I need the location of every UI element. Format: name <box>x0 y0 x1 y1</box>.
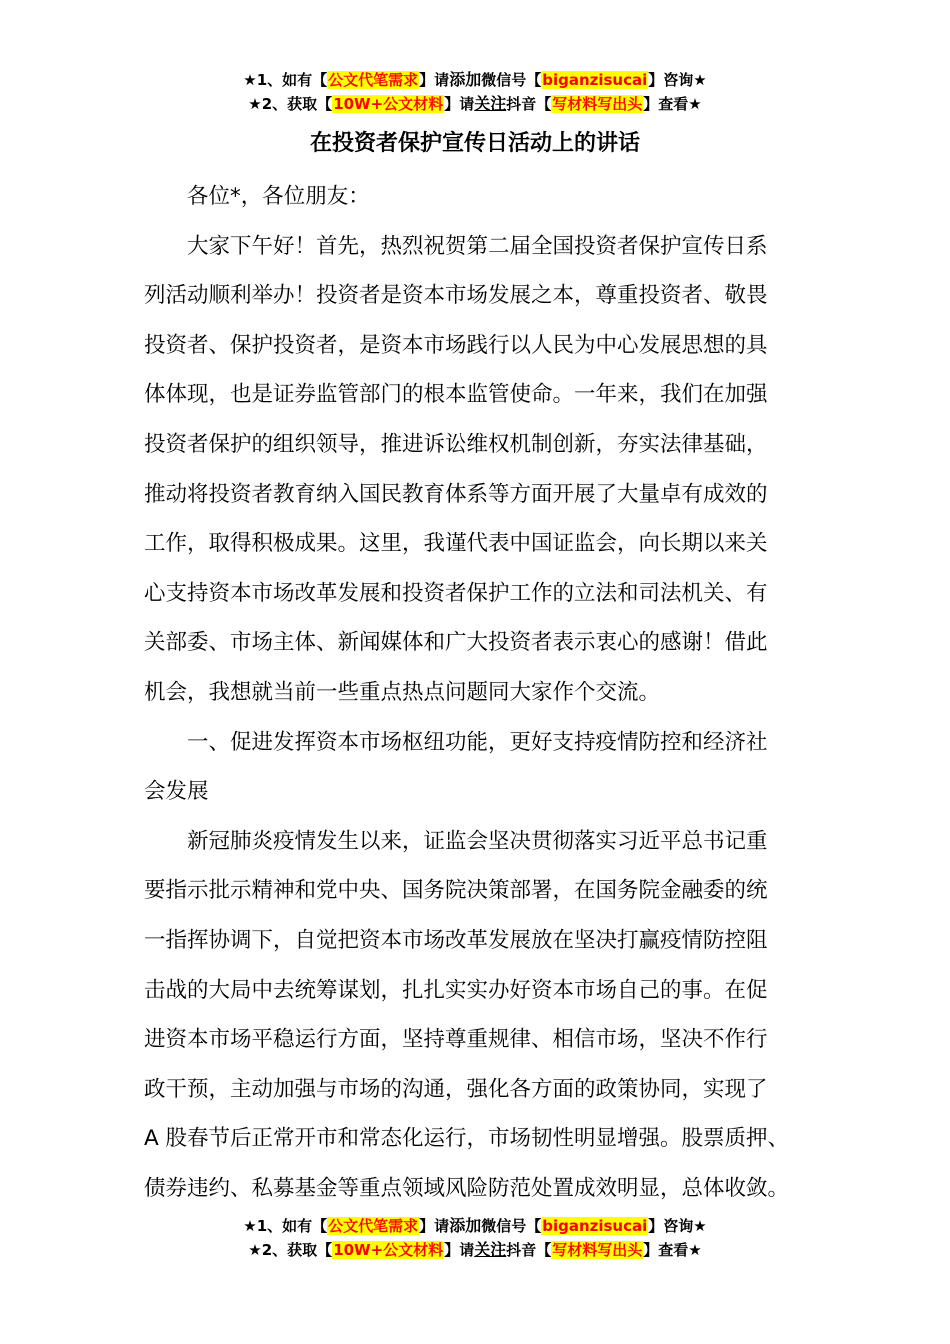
banner-text: 】查看★ <box>643 95 702 113</box>
body-line: 体体现，也是证券监管部门的根本监管使命。一年来，我们在加强 <box>144 382 768 408</box>
bottom-banner <box>0 1214 950 1262</box>
top-banner <box>0 68 950 116</box>
body-line: A 股春节后正常开市和常态化运行，市场韧性明显增强。股票质押、 <box>144 1126 790 1152</box>
banner-text: 微信号【 <box>481 1217 542 1235</box>
banner-emphasis: 添加 <box>449 70 482 89</box>
banner-emphasis: 关注 <box>474 1240 507 1259</box>
banner-text: 】咨询★ <box>648 1217 707 1235</box>
body-line: 债券违约、私募基金等重点领域风险防范处置成效明显，总体收敛。 <box>144 1175 790 1201</box>
banner-highlight: 写材料写出头 <box>552 1241 643 1259</box>
body-line: 政干预，主动加强与市场的沟通，强化各方面的政策协同，实现了 <box>144 1076 768 1102</box>
document-title: 在投资者保护宣传日活动上的讲话 <box>309 131 640 156</box>
body-line: 机会，我想就当前一些重点热点问题同大家作个交流。 <box>144 679 661 705</box>
banner-line-1 <box>0 1214 950 1238</box>
banner-text: 微信号【 <box>481 71 542 89</box>
banner-text: 】咨询★ <box>648 71 707 89</box>
body-line: 各位*，各位朋友： <box>187 184 370 209</box>
banner-line-2 <box>0 1238 950 1262</box>
banner-highlight: 公文代笔需求 <box>328 71 419 89</box>
body-line: 要指示批示精神和党中央、国务院决策部署，在国务院金融委的统 <box>144 878 768 904</box>
section-heading: 一、促进发挥资本市场枢纽功能，更好支持疫情防控和经济社 <box>187 729 768 755</box>
body-line: 一指挥协调下，自觉把资本市场改革发展放在坚决打赢疫情防控阻 <box>144 927 768 953</box>
banner-highlight: 10W+公文材料 <box>333 1241 444 1259</box>
banner-highlight: biganzisucai <box>542 71 648 89</box>
banner-text: 】请 <box>444 1241 475 1259</box>
body-line: 投资者、保护投资者，是资本市场践行以人民为中心发展思想的具 <box>144 332 768 358</box>
body-line: 大家下午好！首先，热烈祝贺第二届全国投资者保护宣传日系 <box>187 233 768 259</box>
body-line: 推动将投资者教育纳入国民教育体系等方面开展了大量卓有成效的 <box>144 481 768 507</box>
banner-text: ★1、如有【 <box>243 71 328 89</box>
banner-text: 】请 <box>444 95 475 113</box>
banner-text: ★2、获取【 <box>248 95 333 113</box>
body-line: 进资本市场平稳运行方面，坚持尊重规律、相信市场，坚决不作行 <box>144 1027 768 1053</box>
body-line: 工作，取得积极成果。这里，我谨代表中国证监会，向长期以来关 <box>144 531 768 557</box>
banner-highlight: 公文代笔需求 <box>328 1217 419 1235</box>
body-line: 关部委、市场主体、新闻媒体和广大投资者表示衷心的感谢！借此 <box>144 630 768 656</box>
banner-emphasis: 添加 <box>449 1216 482 1235</box>
banner-text: ★1、如有【 <box>243 1217 328 1235</box>
body-line: 投资者保护的组织领导，推进诉讼维权机制创新，夯实法律基础， <box>144 431 768 457</box>
body-line: 击战的大局中去统筹谋划，扎扎实实办好资本市场自己的事。在促 <box>144 977 768 1003</box>
body-line: 新冠肺炎疫情发生以来，证监会坚决贯彻落实习近平总书记重 <box>187 828 768 854</box>
banner-highlight: biganzisucai <box>542 1217 648 1235</box>
banner-line-2 <box>0 92 950 116</box>
body-line: 心支持资本市场改革发展和投资者保护工作的立法和司法机关、有 <box>144 580 768 606</box>
banner-highlight: 10W+公文材料 <box>333 95 444 113</box>
banner-highlight: 写材料写出头 <box>552 95 643 113</box>
body-line: 列活动顺利举办！投资者是资本市场发展之本，尊重投资者、敬畏 <box>144 283 768 309</box>
banner-line-1 <box>0 68 950 92</box>
section-heading-cont: 会发展 <box>144 779 209 805</box>
banner-text: 抖音【 <box>506 95 552 113</box>
banner-text: 抖音【 <box>506 1241 552 1259</box>
banner-emphasis: 关注 <box>474 94 507 113</box>
banner-text: 】请 <box>419 71 450 89</box>
banner-text: 】请 <box>419 1217 450 1235</box>
banner-text: ★2、获取【 <box>248 1241 333 1259</box>
document-body <box>144 172 824 1213</box>
banner-text: 】查看★ <box>643 1241 702 1259</box>
